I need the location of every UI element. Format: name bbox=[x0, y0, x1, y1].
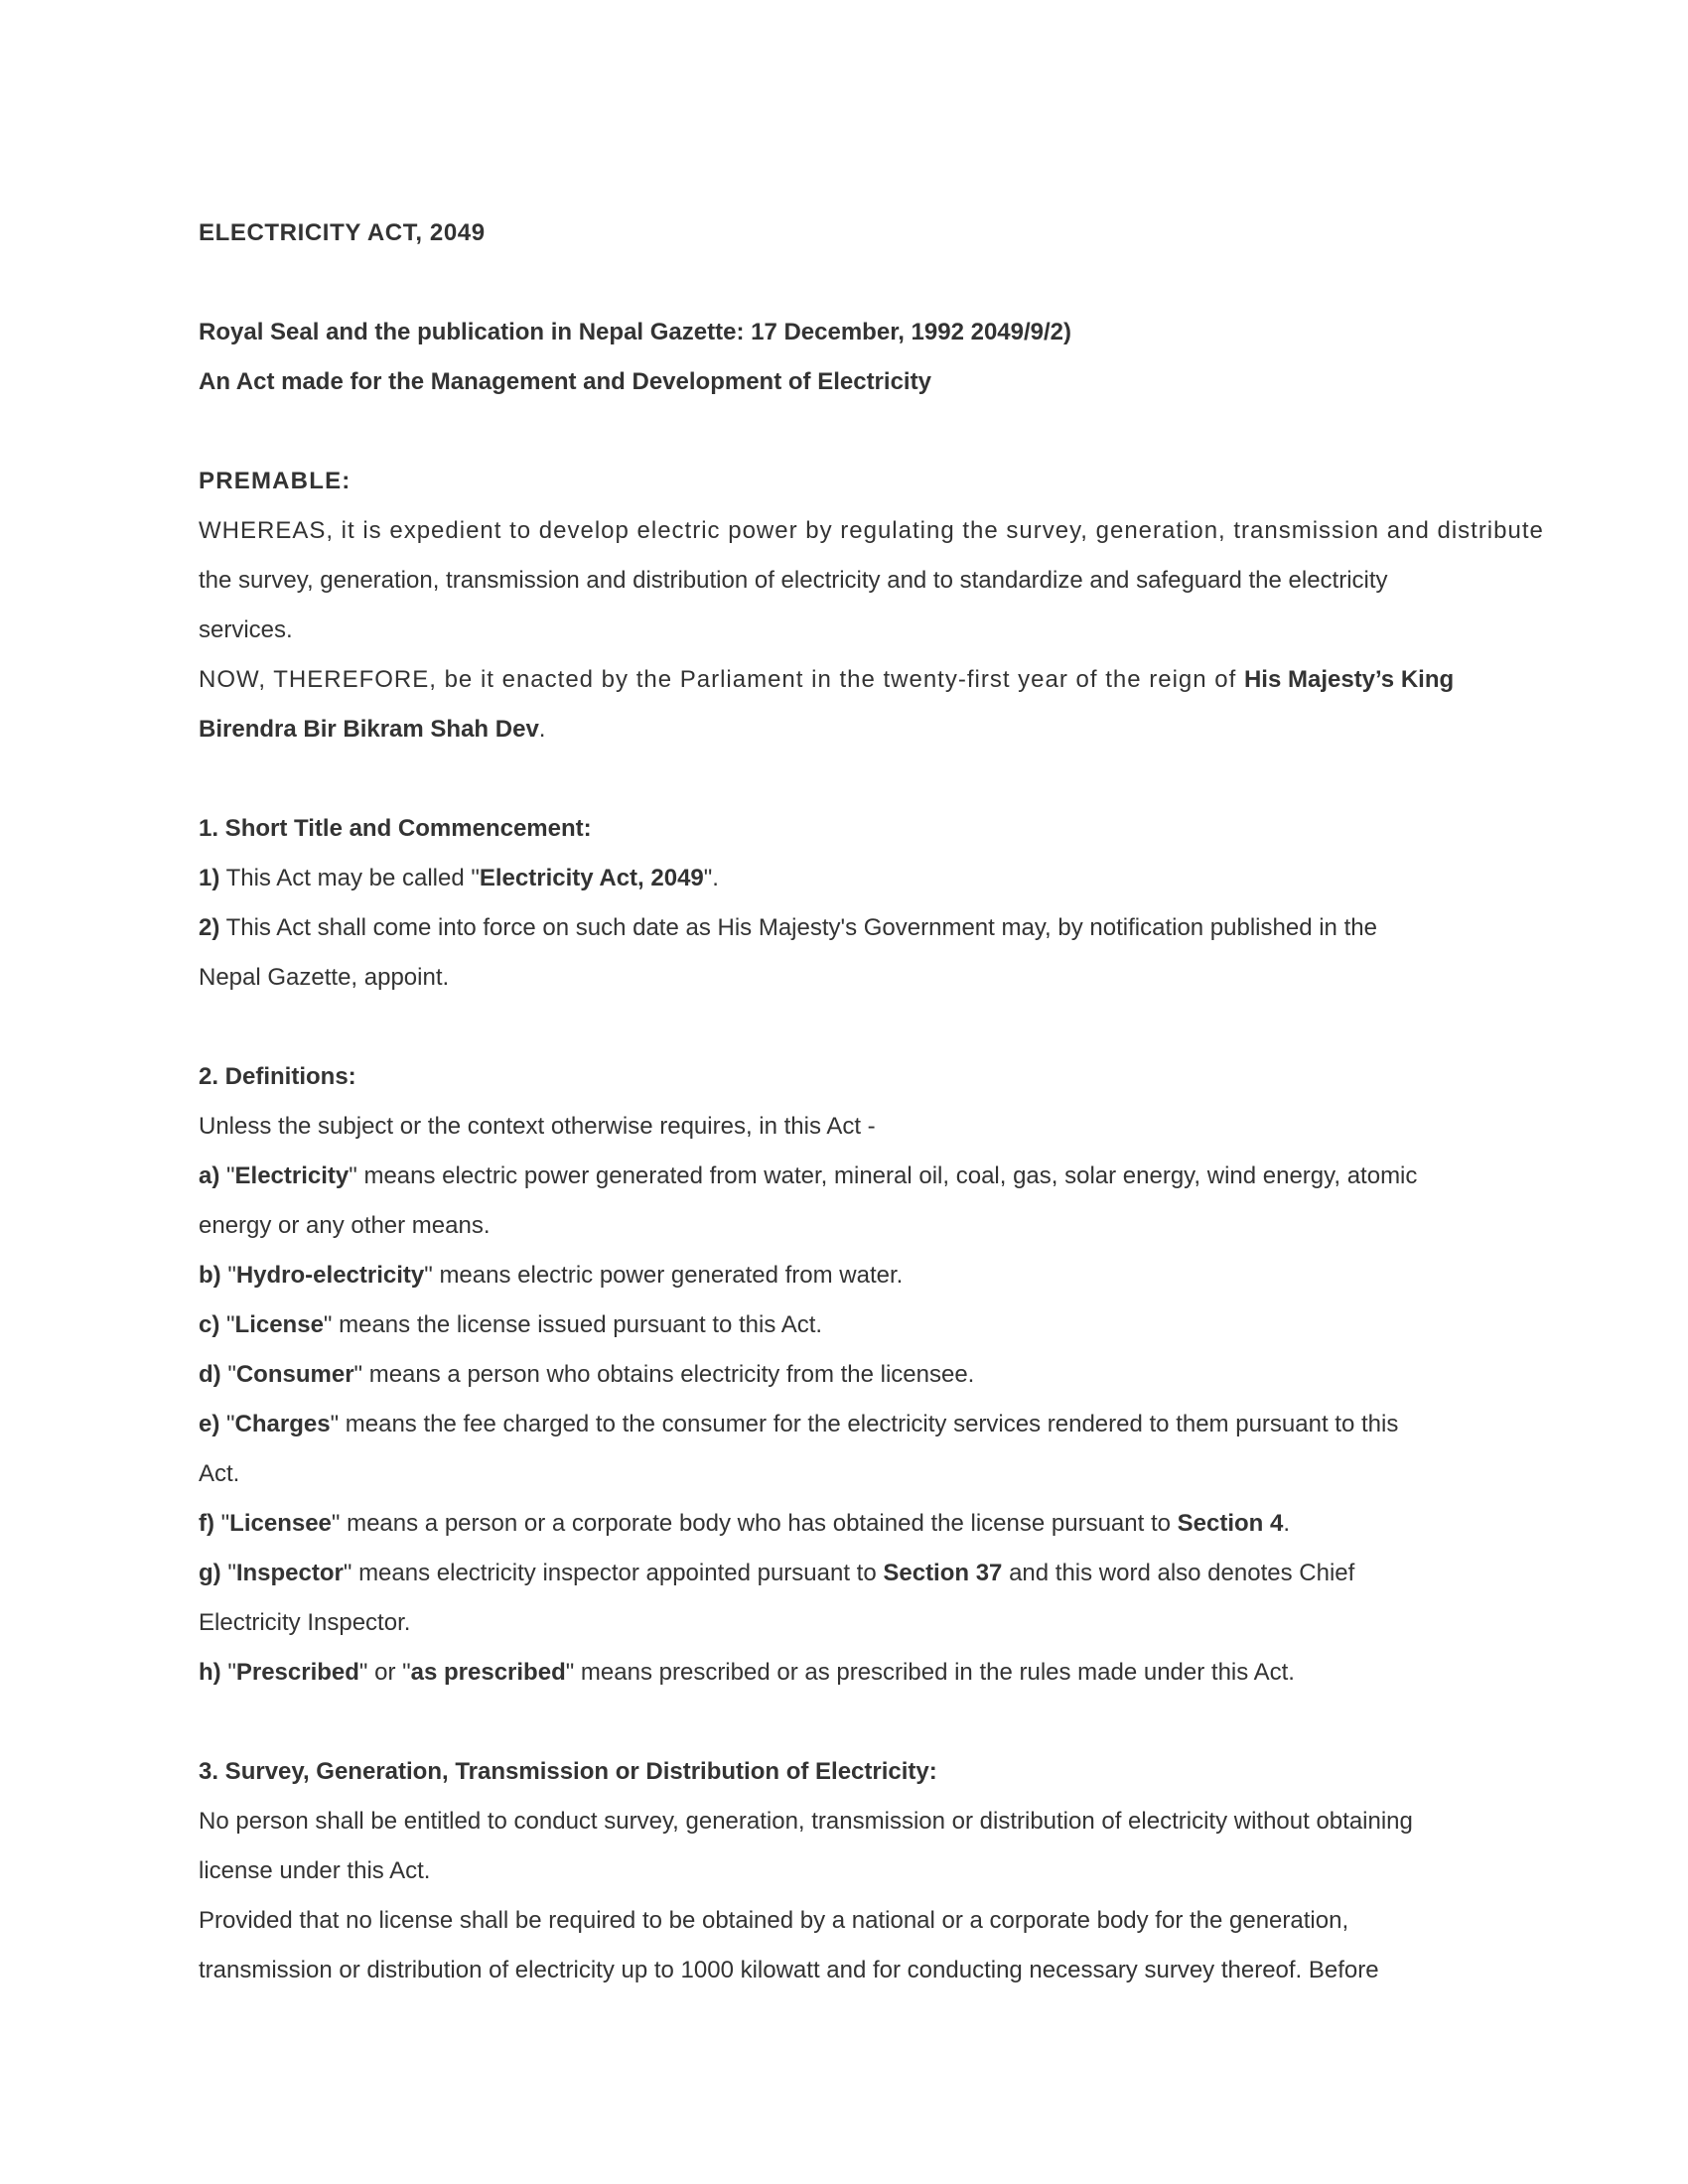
definition-text: " means electric power generated from water, mineral oil, coal, gas, solar energy, wind energy, atomic bbox=[349, 1162, 1418, 1189]
spacer bbox=[199, 1698, 1489, 1747]
definition-term: Electricity bbox=[234, 1162, 350, 1189]
definition-label: c) bbox=[199, 1311, 220, 1338]
definition-term: Hydro-electricity bbox=[235, 1262, 425, 1289]
definition-text: " means a person or a corporate body who has obtained the license pursuant to bbox=[331, 1510, 1178, 1537]
gazette-line: Royal Seal and the publication in Nepal Gazette: 17 December, 1992 2049/9/2) bbox=[199, 319, 1072, 345]
definition-a bbox=[199, 1152, 1489, 1201]
preamble-king-name bbox=[199, 705, 1489, 754]
definition-text: " means a person who obtains electricity from the licensee. bbox=[353, 1361, 975, 1388]
section-reference: Section 4 bbox=[1177, 1510, 1284, 1537]
definition-term: Charges bbox=[234, 1411, 331, 1437]
preamble-now-therefore bbox=[199, 655, 1489, 705]
quote-open: " bbox=[219, 1411, 235, 1437]
definition-h bbox=[199, 1648, 1489, 1698]
quote-open: " bbox=[213, 1510, 230, 1537]
now-therefore-text: NOW, THEREFORE, be it enacted by the Parliament in the twenty-first year of the reign of bbox=[199, 666, 1244, 693]
spacer bbox=[199, 754, 1489, 804]
definition-text: " means the fee charged to the consumer for the electricity services rendered to them pursuant to this bbox=[330, 1411, 1399, 1437]
section-1-item-2 bbox=[199, 903, 1489, 953]
item-number: 2) bbox=[199, 914, 220, 941]
period: . bbox=[538, 716, 546, 743]
quote-open: " bbox=[220, 1262, 236, 1289]
definition-label: a) bbox=[199, 1162, 220, 1189]
definition-f bbox=[199, 1499, 1489, 1549]
definition-label: d) bbox=[199, 1361, 221, 1388]
definition-term: Inspector bbox=[235, 1560, 344, 1586]
document-title: ELECTRICITY ACT, 2049 bbox=[199, 219, 486, 246]
section-3-heading: 3. Survey, Generation, Transmission or Distribution of Electricity: bbox=[199, 1758, 937, 1785]
section-1-item-2-cont: Nepal Gazette, appoint. bbox=[199, 964, 450, 991]
item-text: This Act shall come into force on such date as His Majesty's Government may, by notification published in the bbox=[219, 914, 1377, 941]
king-title: His Majesty’s King bbox=[1243, 666, 1455, 693]
definition-c bbox=[199, 1300, 1489, 1350]
definition-label: f) bbox=[199, 1510, 214, 1537]
definition-b bbox=[199, 1251, 1489, 1300]
definition-term: Prescribed bbox=[235, 1659, 359, 1686]
definition-d bbox=[199, 1350, 1489, 1400]
definition-term: Consumer bbox=[235, 1361, 354, 1388]
definition-g-cont: Electricity Inspector. bbox=[199, 1609, 411, 1636]
definition-text: and this word also denotes Chief bbox=[1002, 1560, 1355, 1586]
definition-text: " or " bbox=[358, 1659, 411, 1686]
definitions-intro: Unless the subject or the context otherwise requires, in this Act - bbox=[199, 1113, 876, 1140]
definition-g bbox=[199, 1549, 1489, 1598]
definition-e bbox=[199, 1400, 1489, 1449]
preamble-whereas-line: services. bbox=[199, 616, 293, 643]
item-text: ". bbox=[703, 865, 719, 891]
definition-text: " means prescribed or as prescribed in the rules made under this Act. bbox=[565, 1659, 1295, 1686]
definition-label: g) bbox=[199, 1560, 221, 1586]
section-1-item-1 bbox=[199, 854, 1489, 903]
quote-open: " bbox=[219, 1311, 235, 1338]
section-1-heading: 1. Short Title and Commencement: bbox=[199, 815, 592, 842]
preamble-whereas-line: WHEREAS, it is expedient to develop electric power by regulating the survey, generation, transmission and distribute bbox=[199, 517, 1544, 544]
spacer bbox=[199, 1003, 1489, 1052]
item-number: 1) bbox=[199, 865, 220, 891]
quote-open: " bbox=[220, 1560, 236, 1586]
act-name: Electricity Act, 2049 bbox=[479, 865, 704, 891]
definition-term: Licensee bbox=[229, 1510, 332, 1537]
preamble-whereas-line: the survey, generation, transmission and distribution of electricity and to standardize and safeguard the electricity bbox=[199, 567, 1388, 594]
definition-label: b) bbox=[199, 1262, 221, 1289]
section-3-paragraph-1: No person shall be entitled to conduct survey, generation, transmission or distribution of electricity without obtaining bbox=[199, 1808, 1413, 1835]
quote-open: " bbox=[220, 1361, 236, 1388]
definition-term: License bbox=[234, 1311, 324, 1338]
quote-open: " bbox=[220, 1659, 236, 1686]
section-3-paragraph-2: Provided that no license shall be required to be obtained by a national or a corporate body for the generation, bbox=[199, 1907, 1349, 1934]
section-2-heading: 2. Definitions: bbox=[199, 1063, 356, 1090]
definition-text: " means electric power generated from water. bbox=[424, 1262, 904, 1289]
section-3-paragraph-2-cont: transmission or distribution of electricity up to 1000 kilowatt and for conducting necessary survey thereof. Before bbox=[199, 1957, 1379, 1983]
definition-e-cont: Act. bbox=[199, 1460, 240, 1487]
definition-text: " means electricity inspector appointed pursuant to bbox=[343, 1560, 884, 1586]
spacer bbox=[199, 258, 1489, 308]
act-purpose: An Act made for the Management and Development of Electricity bbox=[199, 368, 931, 395]
document-body bbox=[199, 208, 1544, 1995]
definition-a-cont: energy or any other means. bbox=[199, 1212, 491, 1239]
definition-text: " means the license issued pursuant to this Act. bbox=[323, 1311, 823, 1338]
period: . bbox=[1283, 1510, 1290, 1537]
definition-term: as prescribed bbox=[410, 1659, 566, 1686]
section-3-paragraph-1-cont: license under this Act. bbox=[199, 1857, 431, 1884]
item-text: This Act may be called " bbox=[219, 865, 480, 891]
king-name: Birendra Bir Bikram Shah Dev bbox=[199, 716, 539, 743]
spacer bbox=[199, 407, 1489, 457]
definition-label: e) bbox=[199, 1411, 220, 1437]
quote-open: " bbox=[219, 1162, 235, 1189]
section-reference: Section 37 bbox=[883, 1560, 1003, 1586]
definition-label: h) bbox=[199, 1659, 221, 1686]
preamble-heading: PREMABLE: bbox=[199, 468, 352, 494]
